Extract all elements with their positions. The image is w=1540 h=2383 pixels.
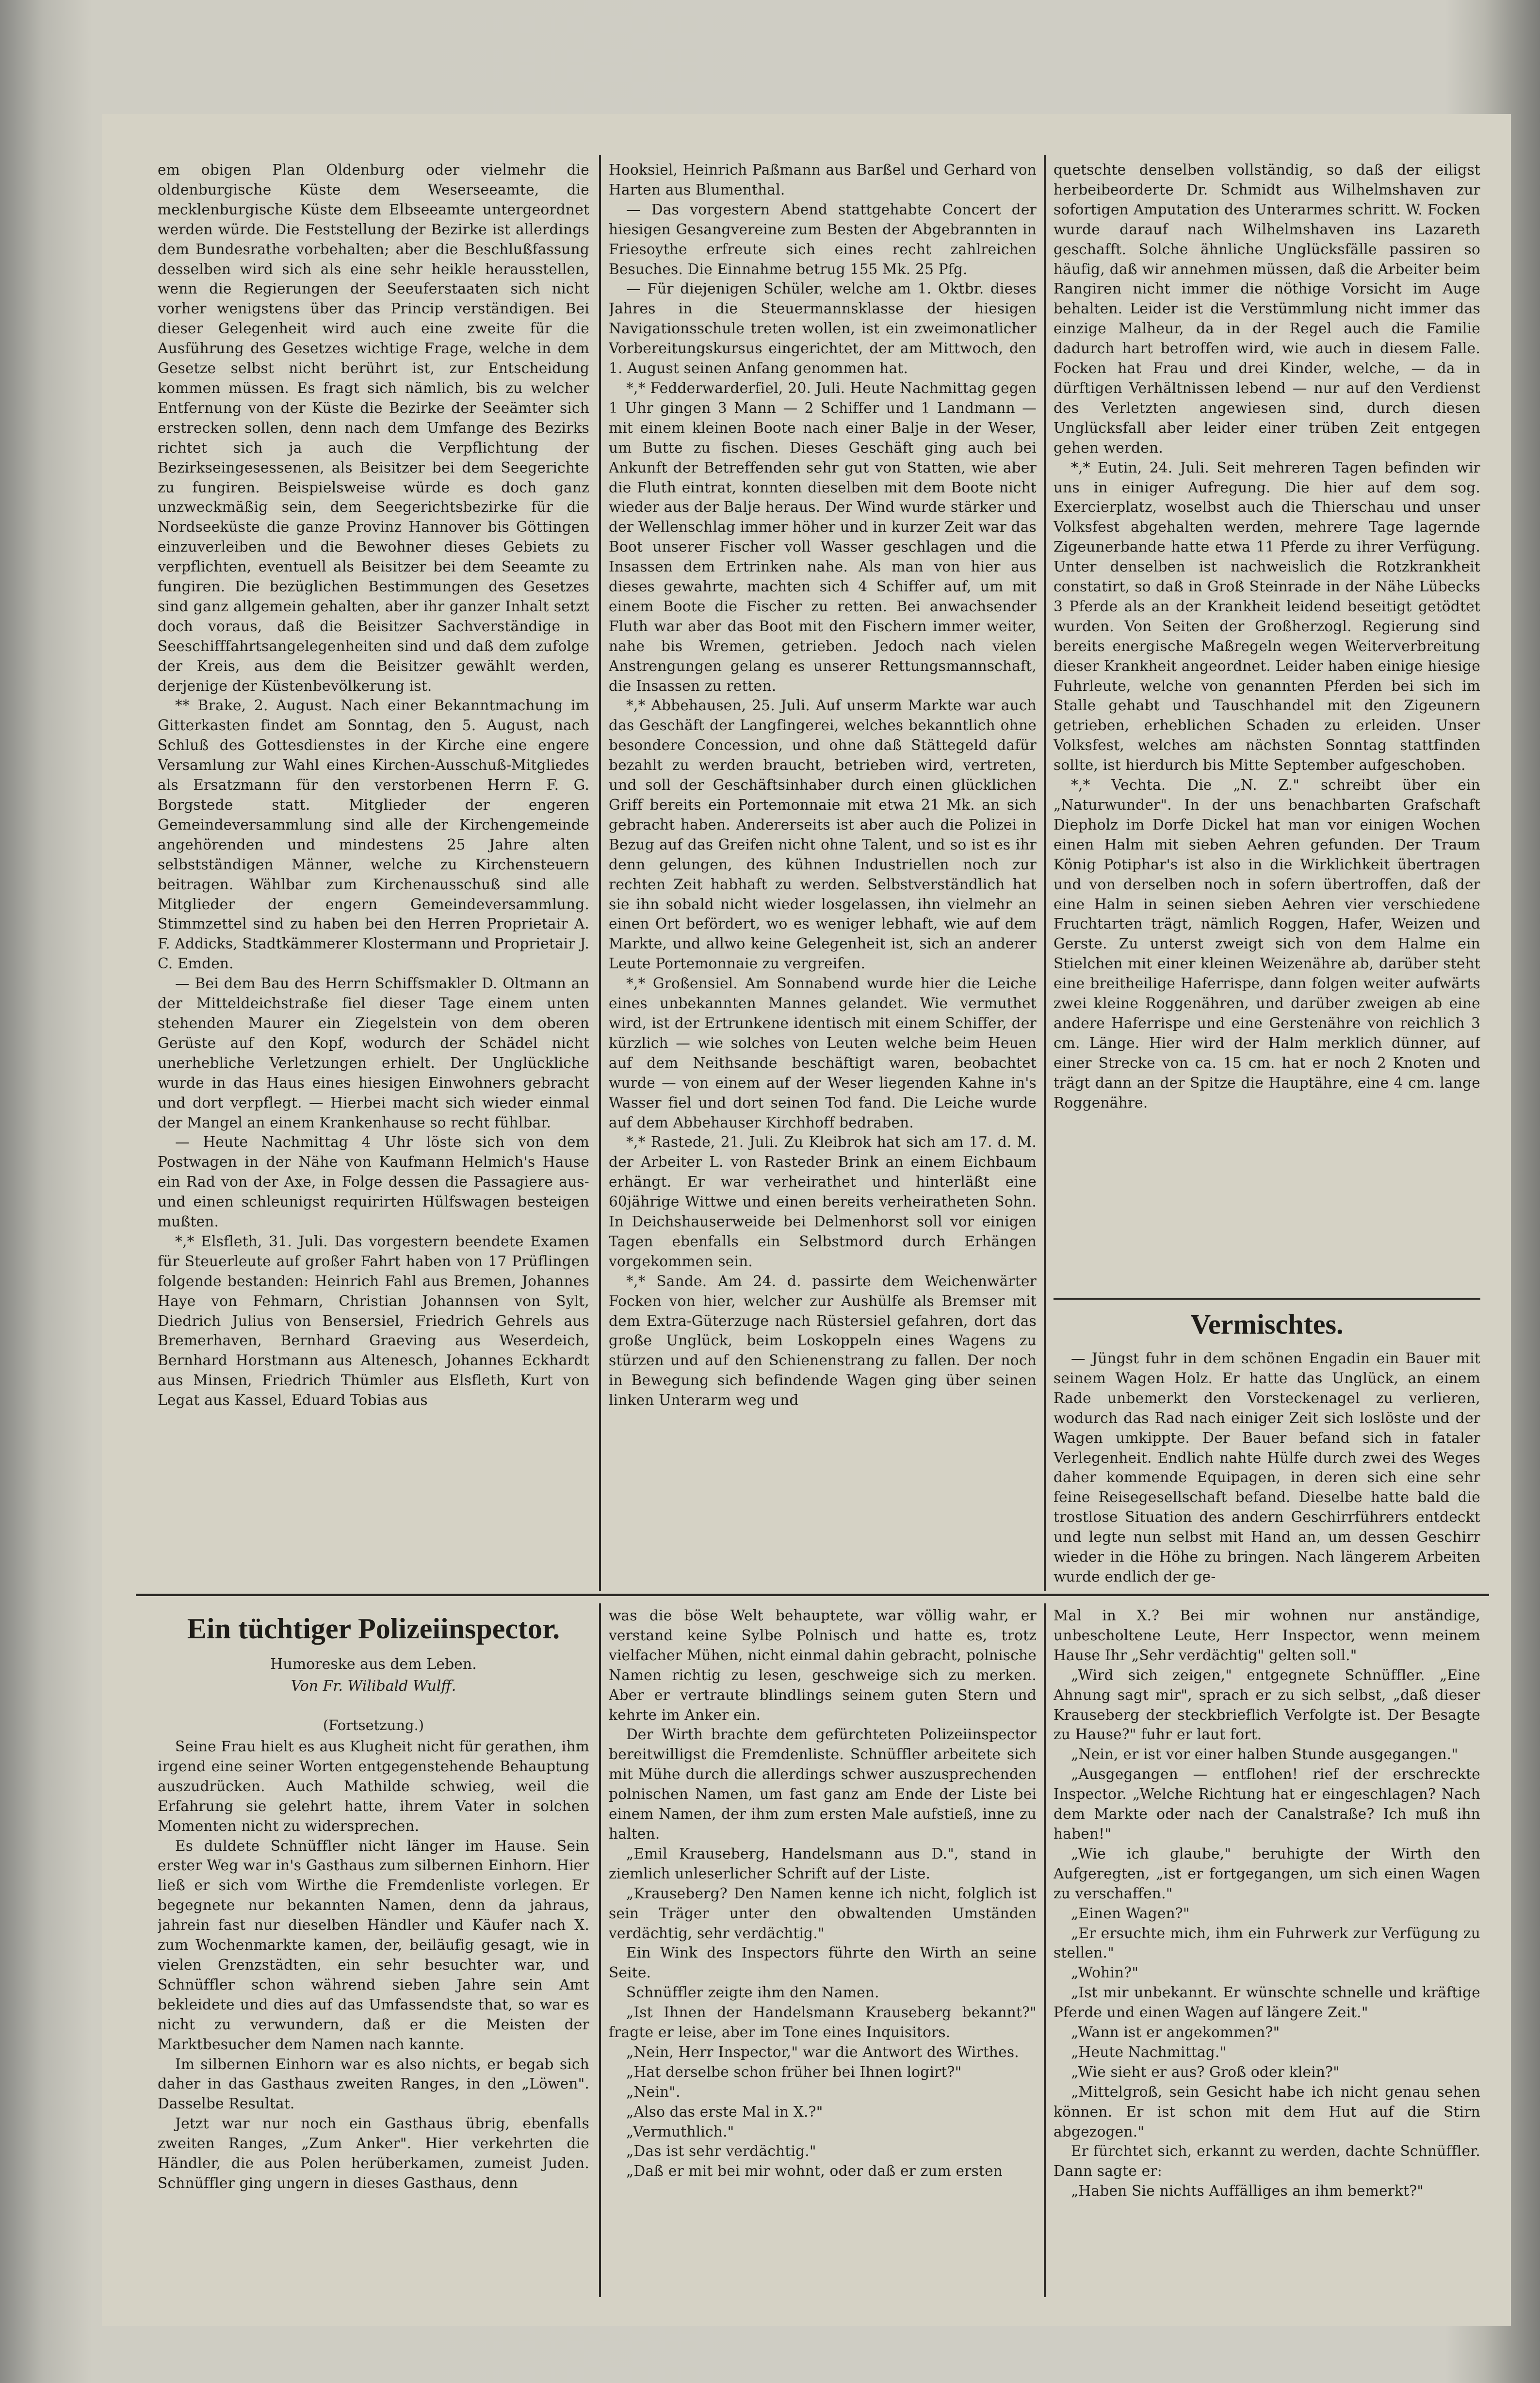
paragraph: — Für diejenigen Schüler, welche am 1. Oktbr. dieses Jahres in die Steuermannsklasse der hiesigen Navigationsschule treten wollen, ist ein zweimonatlicher Vorbereitungskursus eingerichtet, der am Mittwoch, den 1. August seinen Anfang genommen hat. <box>609 280 1037 377</box>
right-column <box>1054 160 1480 1290</box>
paragraph: — Das vorgestern Abend stattgehabte Concert der hiesigen Gesangvereine zum Besten der Abgebrannten in Friesoythe erfreute sich eines recht zahlreichen Besuches. Die Einnahme betrug 155 Mk. 25 Pfg. <box>609 201 1037 277</box>
paragraph: „Einen Wagen?" <box>1071 1905 1190 1922</box>
story-rule-2 <box>1044 1603 1046 2297</box>
paragraph: was die böse Welt behauptete, war völlig wahr, er verstand keine Sylbe Polnisch und hatte es, trotz vielfacher Mühen, nicht einmal dahin gebracht, polnische Namen richtig zu lesen, geschweige sich zu merken. Aber er vertraute blindlings seinem guten Stern und kehrte im Anker ein. <box>609 1607 1037 1723</box>
paragraph: — Heute Nachmittag 4 Uhr löste sich von dem Postwagen in der Nähe von Kaufmann Helmich's Hause ein Rad von der Axe, in Folge dessen die Passagiere aus- und einen schleunigst requirirten Hülfswagen besteigen mußten. <box>158 1134 589 1230</box>
story-author: Von Fr. Wilibald Wulff. <box>291 1678 456 1695</box>
paragraph: „Nein, er ist vor einer halben Stunde ausgegangen." <box>1071 1746 1459 1763</box>
paragraph: Ein Wink des Inspectors führte den Wirth an seine Seite. <box>609 1944 1037 1981</box>
paragraph: *,* Sande. Am 24. d. passirte dem Weichenwärter Focken von hier, welcher zur Aushülfe als Bremser mit dem Extra-Güterzuge nach Rüstersiel gefahren, dort das große Unglück, beim Loskoppeln eines Wagens zu stürzen und auf den Schienenstrang zu fallen. Der noch in Bewegung sich befindende Wagen ging über seinen linken Unterarm weg und <box>609 1273 1037 1409</box>
paragraph: ** Brake, 2. August. Nach einer Bekanntmachung im Gitterkasten findet am Sonntag, den 5. August, nach Schluß des Gottesdienstes in der Kirche eine engere Versamlung zur Wahl eines Kirchen-Ausschuß-Mitgliedes als Ersatzmann für den verstorbenen Herrn F. G. Borgstede statt. Mitglieder der engeren Gemeindeversammlung sind alle der Kirchengemeinde angehörenden und mindestens 25 Jahre alten selbstständigen Männer, welche zu Kirchensteuern beitragen. Wählbar zum Kirchenausschuß sind alle Mitglieder der engern Gemeindeversammlung. Stimmzettel sind zu haben bei den Herren Proprietair A. F. Addicks, Stadtkämmerer Klostermann und Proprietair J. C. Emden. <box>158 697 589 972</box>
paragraph: em obigen Plan Oldenburg oder vielmehr die oldenburgische Küste dem Weserseeamte, die mecklenburgische Küste dem Elbseeamte untergeordnet werden würde. Die Feststellung der Bezirke ist allerdings dem Bundesrathe vorbehalten; aber die Beschlußfassung desselben wird sich als eine sehr heikle herausstellen, wenn die Regierungen der Seeuferstaaten sich nicht vorher wenigstens über das Princip verständigen. Bei dieser Gelegenheit wird auch eine zweite für die Ausführung des Gesetzes wichtige Frage, welche in dem Gesetze selbst nicht berührt ist, zur Entscheidung kommen müssen. Es fragt sich nämlich, bis zu welcher Entfernung von der Küste die Bezirke der Seeämter sich erstrecken sollen, denn nach dem Umfange des Bezirks richtet sich ja auch die Verpflichtung der Bezirkseingesessenen, als Beisitzer bei dem Seegerichte zu fungiren. Beispielsweise würde es doch ganz unzweckmäßig sein, dem Seegerichtsbezirke für die Nordseeküste die ganze Provinz Hannover bis Göttingen einzuverleiben und die Bewohner dieses Gebiets zu verpflichten, eventuell als Beisitzer bei dem Seeamte zu fungiren. Die bezüglichen Bestimmungen des Gesetzes sind ganz allgemein gehalten, aber ihr ganzer Inhalt setzt doch voraus, daß die Beisitzer Sachverständige in Seeschifffahrtsangelegenheiten sind und daß dem zufolge der Kreis, aus dem die Beisitzer gewählt werden, derjenige der Küstenbevölkerung ist. <box>158 162 589 694</box>
paragraph: — Jüngst fuhr in dem schönen Engadin ein Bauer mit seinem Wagen Holz. Er hatte das Unglück, an einem Rade unbemerkt den Vorsteckenagel zu verlieren, wodurch das Rad nach einiger Zeit sich loslöste und der Wagen umkippte. Der Bauer befand sich in fataler Verlegenheit. Endlich nahte Hülfe durch zwei des Weges daher kommende Equipagen, in deren sich eine sehr feine Reisegesellschaft befand. Dieselbe hatte bald die trostlose Situation des andern Geschirrführers entdeckt und legte nun selbst mit Hand an, um dessen Geschirr wieder in die Höhe zu bringen. Nach längerem Arbeiten wurde endlich der ge- <box>1054 1350 1480 1585</box>
paragraph: „Das ist sehr verdächtig." <box>626 2143 816 2160</box>
paragraph: *,* Vechta. Die „N. Z." schreibt über ein „Naturwunder". In der uns benachbarten Grafschaft Diepholz im Dorfe Dickel hat man vor einigen Wochen einen Halm mit sieben Aehren gefunden. Der Traum König Potiphar's ist also in die Wirklichkeit übertragen und von derselben noch in sofern übertroffen, daß der eine Halm in seinen sieben Aehren vier verschiedene Fruchtarten trägt, nämlich Roggen, Hafer, Weizen und Gerste. Zu unterst zweigt sich von dem Halme ein Stielchen mit einer kleinen Weizenähre ab, darüber steht eine breitheilige Haferrispe, dann folgen weiter aufwärts zwei kleine Roggenähren, und darüber zweigen ab eine andere Haferrispe und eine Gerstenähre von reichlich 3 cm. Länge. Hier wird der Halm merklich dünner, auf einer Strecke von ca. 15 cm. hat er noch 2 Knoten und trägt dann an der Spitze die Hauptähre, eine 4 cm. lange Roggenähre. <box>1054 777 1480 1111</box>
paragraph: „Heute Nachmittag." <box>1071 2043 1227 2060</box>
paragraph: „Vermuthlich." <box>626 2123 734 2140</box>
paragraph: „Ausgegangen — entflohen! rief der erschreckte Inspector. „Welche Richtung hat er eingeschlagen? Nach dem Markte oder nach der Canalstraße? Ich muß ihn haben!" <box>1054 1766 1480 1842</box>
paragraph: Mal in X.? Bei mir wohnen nur anständige, unbescholtene Leute, Herr Inspector, wenn meinem Hause Ihr „Sehr verdächtig" gelten soll." <box>1054 1607 1480 1664</box>
feuilleton-rule <box>136 1594 1489 1596</box>
story-rule-1 <box>599 1603 601 2297</box>
paragraph: „Emil Krauseberg, Handelsmann aus D.", stand in ziemlich unleserlicher Schrift auf der Liste. <box>609 1845 1037 1882</box>
paragraph: Seine Frau hielt es aus Klugheit nicht für gerathen, ihm irgend eine seiner Worten entgegenstehende Behauptung auszudrücken. Auch Mathilde schwieg, weil die Erfahrung sie gelehrt hatte, ihrem Vater in solchen Momenten nicht zu widersprechen. <box>158 1738 589 1834</box>
paragraph: „Wann ist er angekommen?" <box>1071 2024 1280 2041</box>
paragraph: — Bei dem Bau des Herrn Schiffsmakler D. Oltmann an der Mitteldeichstraße fiel dieser Tage einem unten stehenden Maurer ein Ziegelstein von dem oberen Gerüste auf den Kopf, wodurch der Schädel nicht unerhebliche Verletzungen erhielt. Der Unglückliche wurde in das Haus eines hiesigen Einwohners gebracht und dort verpflegt. — Hierbei macht sich wieder einmal der Mangel an einem Krankenhause so recht fühlbar. <box>158 975 589 1131</box>
paragraph: „Krauseberg? Den Namen kenne ich nicht, folglich ist sein Träger unter den obwaltenden Umständen verdächtig, sehr verdächtig." <box>609 1885 1037 1942</box>
paragraph: Es duldete Schnüffler nicht länger im Hause. Sein erster Weg war in's Gasthaus zum silbernen Einhorn. Hier ließ er sich vom Wirthe die Fremdenliste vorlegen. Er begegnete nur bekannten Namen, denn da jahraus, jahrein fast nur dieselben Händler und Käufer nach X. zum Wochenmarkte kamen, der, beiläufig gesagt, wie in vielen Grenzstädten, ein sehr besuchter war, und Schnüffler schon während sieben Jahre sein Amt bekleidete und dies auf das Umfassendste that, so war es nicht zu verwundern, daß er die Meisten der Marktbesucher dem Namen nach kannte. <box>158 1837 589 2053</box>
paragraph: „Wohin?" <box>1071 1964 1139 1981</box>
paragraph: „Ist mir unbekannt. Er wünschte schnelle und kräftige Pferde und einen Wagen auf längere Zeit." <box>1054 1984 1480 2021</box>
paragraph: *,* Eutin, 24. Juli. Seit mehreren Tagen befinden wir uns in einiger Aufregung. Die hier auf dem sog. Exercierplatz, woselbst auch die Thierschau und unser Volksfest abgehalten werden, mehrere Tage lagernde Zigeunerbande hatte etwa 11 Pferde zu ihrer Verfügung. Unter denselben ist nachweislich die Rotzkrankheit constatirt, so daß in Groß Steinrade in der Nähe Lübecks 3 Pferde als an der Krankheit leidend beseitigt getödtet wurden. Von Seiten der Großherzogl. Regierung sind bereits energische Maßregeln wegen Weiterverbreitung dieser Krankheit angeordnet. Leider haben einige hiesige Fuhrleute, welche von genannten Pferden bei sich im Stalle gehabt und Tauschhandel mit den Zigeunern getrieben, erheblichen Schaden zu erleiden. Unser Volksfest, welches am nächsten Sonntag stattfinden sollte, ist hierdurch bis Mitte September aufgeschoben. <box>1054 459 1480 774</box>
paragraph: Jetzt war nur noch ein Gasthaus übrig, ebenfalls zweiten Ranges, „Zum Anker". Hier verkehrten die Händler, die aus Polen herüberkamen, zumeist Juden. Schnüffler ging ungern in dieses Gasthaus, denn <box>158 2115 589 2191</box>
paragraph: Der Wirth brachte dem gefürchteten Polizeiinspector bereitwilligst die Fremdenliste. Schnüffler arbeitete sich mit Mühe durch die allerdings schwer auszusprechenden polnischen Namen, um fast ganz am Ende der Liste bei einem Namen, der ihm zum ersten Male aufstieß, inne zu halten. <box>609 1726 1037 1842</box>
paragraph: Im silbernen Einhorn war es also nichts, er begab sich daher in das Gasthaus zweiten Ranges, in den „Löwen". Dasselbe Resultat. <box>158 2056 589 2112</box>
paragraph: *,* Abbehausen, 25. Juli. Auf unserm Markte war auch das Geschäft der Langfingerei, welches bekanntlich ohne besondere Concession, und ohne daß Stättegeld dafür bezahlt zu werden braucht, betrieben wird, vertreten, und soll der Geschäftsinhaber durch einen glücklichen Griff bereits ein Portemonnaie mit etwa 21 Mk. an sich gebracht haben. Andererseits ist aber auch die Polizei in Bezug auf das Greifen nicht ohne Talent, und so ist es ihr denn gelungen, des kühnen Industriellen noch zur rechten Zeit habhaft zu werden. Selbstverständlich hat sie ihn sobald nicht wieder losgelassen, ihn vielmehr an einen Ort befördert, wo es weniger lebhaft, wie auf dem Markte, und allwo keine Gelegenheit ist, sich an anderer Leute Portemonnaie zu vergreifen. <box>609 697 1037 972</box>
paragraph: quetschte denselben vollständig, so daß der eiligst herbeibeorderte Dr. Schmidt aus Wilhelmshaven zur sofortigen Amputation des Unterarmes schritt. W. Focken wurde darauf nach Wilhelmshaven ins Lazareth geschafft. Solche ähnliche Unglücksfälle passiren so häufig, daß wir annehmen müssen, daß die Arbeiter beim Rangiren nicht immer die nöthige Vorsicht im Auge behalten. Leider ist die Verstümmlung nicht immer das einzige Malheur, da in der Regel auch die Familie dadurch hart betroffen wird, wie auch in diesem Falle. Focken hat Frau und drei Kinder, welche, — da in dürftigen Verhältnissen lebend — nur auf den Verdienst des Verletzten angewiesen sind, durch diesen Unglücksfall aber leider einer trüben Zeit entgegen gehen werden. <box>1054 162 1480 456</box>
paragraph: *,* Fedderwarderfiel, 20. Juli. Heute Nachmittag gegen 1 Uhr gingen 3 Mann — 2 Schiffer und 1 Landmann — mit einem kleinen Boote nach einer Balje in der Weser, um Butte zu fischen. Dieses Geschäft ging auch bei Ankunft der Betreffenden sehr gut von Statten, wie aber die Fluth eintrat, konnten dieselben mit dem Boote nicht wieder aus der Balje heraus. Der Wind wurde stärker und der Wellenschlag immer höher und in kurzer Zeit war das Boot unserer Fischer voll Wasser geschlagen und die Insassen dem Ertrinken nahe. Als man von hier aus dieses gewahrte, machten sich 4 Schiffer auf, um mit einem Boote die Fischer zu retten. Bei anwachsender Fluth war aber das Boot mit den Fischern immer weiter, nahe bis Wremen, getrieben. Jedoch nach vielen Anstrengungen gelang es unserer Rettungsmannschaft, die Insassen zu retten. <box>609 379 1037 694</box>
story-subtitle: Humoreske aus dem Leben. <box>270 1656 477 1673</box>
middle-column <box>609 160 1037 1591</box>
paragraph: „Ist Ihnen der Handelsmann Krauseberg bekannt?" fragte er leise, aber im Tone eines Inquisitors. <box>609 2004 1037 2041</box>
column-rule-1 <box>599 155 601 1591</box>
paragraph: „Nein, Herr Inspector," war die Antwort des Wirthes. <box>626 2043 1019 2060</box>
story-column-2 <box>609 1606 1037 2300</box>
paragraph: *,* Rastede, 21. Juli. Zu Kleibrok hat sich am 17. d. M. der Arbeiter L. von Rasteder Brink an einem Eichbaum erhängt. Er war verheirathet und hinterläßt eine 60jährige Wittwe und einen bereits verheiratheten Sohn. In Deichshauserweide bei Delmenhorst soll vor einigen Tagen ebenfalls ein Selbstmord durch Erhängen vorgekommen sein. <box>609 1134 1037 1270</box>
newspaper-page <box>102 114 1511 2326</box>
paragraph: *,* Großensiel. Am Sonnabend wurde hier die Leiche eines unbekannten Mannes gelandet. Wie vermuthet wird, ist der Ertrunkene identisch mit einem Schiffer, der kürzlich — wie solches von Leuten welche beim Heuen auf dem Neithsande beschäftigt waren, beobachtet wurde — von einem auf der Weser liegenden Kahne in's Wasser fiel und dort seinen Tod fand. Die Leiche wurde auf dem Abbehauser Kirchhoff bedraben. <box>609 975 1037 1131</box>
paragraph: „Wie ich glaube," beruhigte der Wirth den Aufgeregten, „ist er fortgegangen, um sich einen Wagen zu verschaffen." <box>1054 1845 1480 1902</box>
paragraph: „Also das erste Mal in X.?" <box>626 2103 823 2120</box>
section-title-vermischtes: Vermischtes. <box>1190 1308 1344 1340</box>
paragraph: „Nein". <box>626 2083 681 2100</box>
paragraph: „Daß er mit bei mir wohnt, oder daß er zum ersten <box>626 2163 1003 2180</box>
section-rule-vermischtes <box>1054 1298 1480 1300</box>
vermischtes-column <box>1054 1349 1480 1586</box>
paragraph: „Mittelgroß, sein Gesicht habe ich nicht genau sehen können. Er ist schon mit dem Hut auf die Stirn abgezogen." <box>1054 2083 1480 2140</box>
story-title: Ein tüchtiger Polizeiinspector. <box>187 1613 560 1645</box>
paragraph: „Hat derselbe schon früher bei Ihnen logirt?" <box>626 2063 962 2080</box>
story-column-3 <box>1054 1606 1480 2300</box>
paragraph: „Wie sieht er aus? Groß oder klein?" <box>1071 2063 1340 2080</box>
paragraph: *,* Elsfleth, 31. Juli. Das vorgestern beendete Examen für Steuerleute auf großer Fahrt haben von 17 Prüflingen folgende bestanden: Heinrich Fahl aus Bremen, Johannes Haye von Fehmarn, Christian Johannsen von Sylt, Diedrich Julius von Bensersiel, Friedrich Gehrels aus Bremerhaven, Bernhard Graeving aus Weserdeich, Bernhard Horstmann aus Altenesch, Johannes Eckhardt aus Minsen, Friedrich Thümler aus Elsfleth, Kurt von Legat aus Kassel, Eduard Tobias aus <box>158 1233 589 1409</box>
paragraph: „Er ersuchte mich, ihm ein Fuhrwerk zur Verfügung zu stellen." <box>1054 1925 1480 1961</box>
column-rule-2 <box>1044 155 1046 1591</box>
paragraph: „Wird sich zeigen," entgegnete Schnüffler. „Eine Ahnung sagt mir", sprach er zu sich selbst, „daß dieser Krauseberg der steckbrieflich Verfolgte ist. Der Besagte zu Hause?" fuhr er laut fort. <box>1054 1666 1480 1743</box>
paragraph: Er fürchtet sich, erkannt zu werden, dachte Schnüffler. Dann sagte er: <box>1054 2143 1480 2180</box>
paragraph: Schnüffler zeigte ihm den Namen. <box>626 1984 879 2001</box>
left-column <box>158 160 589 1591</box>
paragraph: Hooksiel, Heinrich Paßmann aus Barßel und Gerhard von Harten aus Blumenthal. <box>609 162 1037 198</box>
story-header <box>158 1611 589 1737</box>
story-column-1 <box>158 1737 589 2300</box>
paragraph: „Haben Sie nichts Auffälliges an ihm bemerkt?" <box>1071 2183 1424 2200</box>
story-continuation: (Fortsetzung.) <box>323 1717 424 1733</box>
